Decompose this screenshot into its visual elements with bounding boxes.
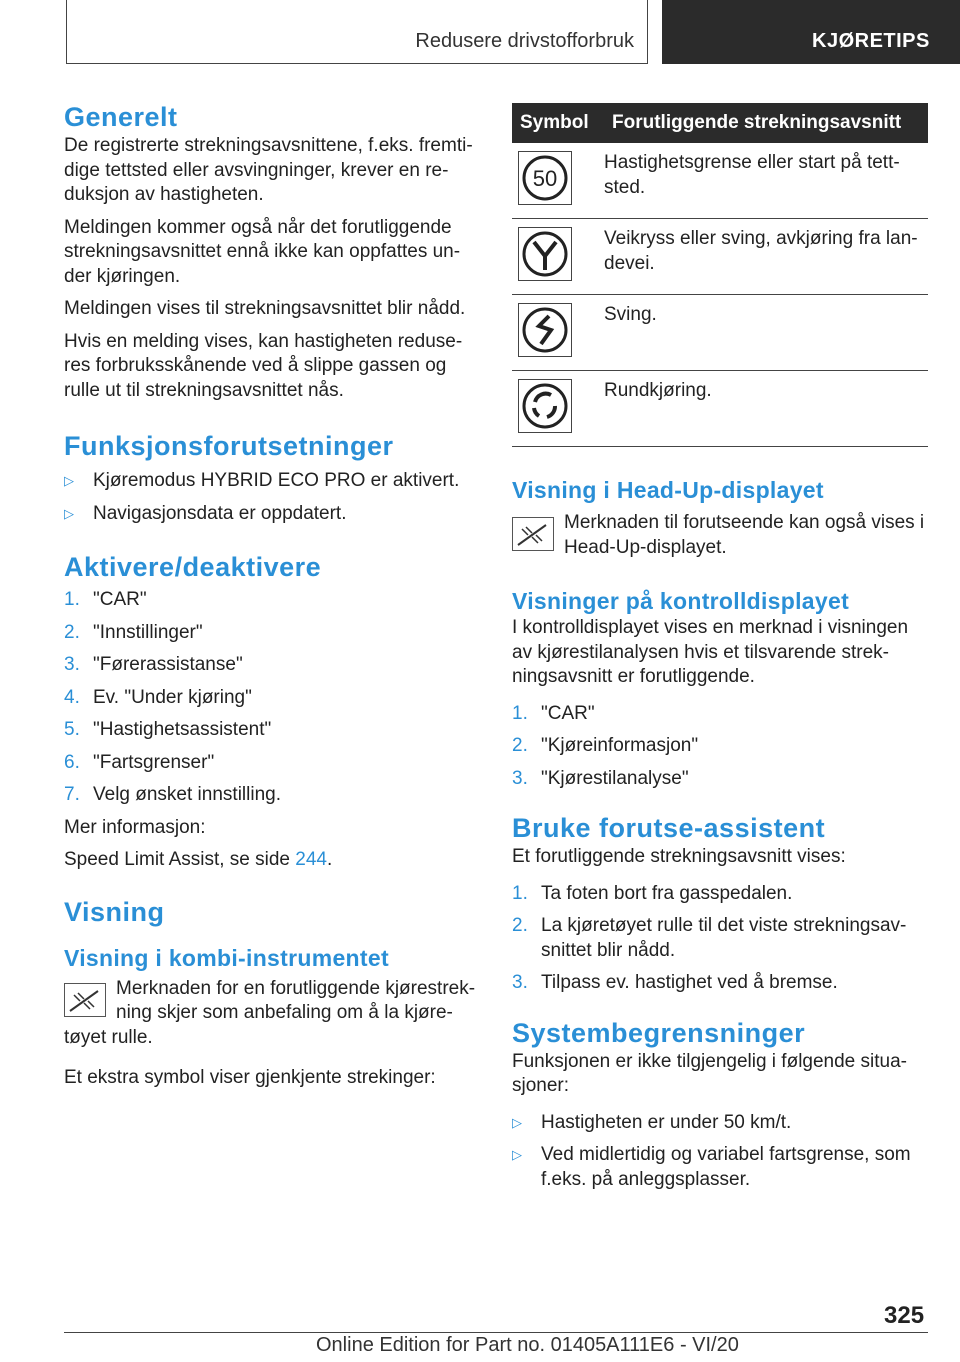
curve-icon — [518, 303, 572, 357]
paragraph: Et ekstra symbol viser gjenkjente strekinger: — [64, 1067, 436, 1088]
paragraph: Funksjonen er ikke tilgjengelig i følgende situa- sjoner: — [512, 1050, 907, 1096]
list-item: 3. "Førerassistanse" — [64, 654, 243, 675]
table-row: Sving. — [512, 295, 928, 371]
heading-visning: Visning — [64, 896, 165, 927]
left-column — [64, 100, 478, 1091]
cross-reference: Speed Limit Assist, se side 244. — [64, 849, 333, 870]
roundabout-icon — [518, 379, 572, 433]
paragraph: Hvis en melding vises, kan hastigheten reduse- res forbruksskånende ved å slippe gassen og rulle ut til strekningsavsnittet nås. — [64, 330, 463, 401]
junction-icon — [518, 227, 572, 281]
list-item: 1. Ta foten bort fra gasspedalen. — [512, 882, 793, 904]
section-title: Redusere drivstofforbruk — [415, 30, 634, 52]
list-item: 3. Tilpass ev. hastighet ved å bremse. — [512, 972, 838, 993]
right-column — [512, 103, 928, 1192]
chapter-tab[interactable] — [662, 0, 960, 64]
paragraph: I kontrolldisplayet vises en merknad i visningen av kjørestilanalysen hvis et tilsvarende strek- ningsavsnitt er forutliggende. — [512, 617, 909, 687]
table-header-desc: Forutliggende strekningsavsnitt — [604, 103, 928, 143]
heading-systembegrensninger: Systembegrensninger — [512, 1017, 806, 1048]
list-item: ▷ Kjøremodus HYBRID ECO PRO er aktivert. — [64, 470, 460, 491]
note-icon — [64, 983, 106, 1017]
paragraph: Meldingen kommer også når det forutliggende strekningsavsnittet ennå ikke kan oppfattes un- der kjøringen. — [64, 216, 461, 287]
list-item: ▷ Navigasjonsdata er oppdatert. — [64, 502, 347, 524]
heading-generelt: Generelt — [64, 102, 178, 132]
heading-funksjonsforutsetninger: Funksjonsforutsetninger — [64, 431, 394, 461]
svg-text:50: 50 — [532, 166, 558, 191]
list-item: 7. Velg ønsket innstilling. — [64, 784, 281, 805]
list-item: 5. "Hastighetsassistent" — [64, 719, 272, 740]
list-item: 1. "CAR" — [512, 702, 595, 724]
list-item: 4. Ev. "Under kjøring" — [64, 686, 252, 708]
heading-kontrolldisplay: Visninger på kontrolldisplayet — [512, 588, 850, 614]
heading-aktivere: Aktivere/deaktivere — [64, 552, 322, 582]
heading-kombi-instrument: Visning i kombi-instrumentet — [64, 944, 389, 971]
paragraph: tøyet rulle. — [64, 1026, 153, 1048]
chapter-tab-label: KJØRETIPS — [812, 30, 930, 52]
list-item: 1. "CAR" — [64, 589, 147, 610]
list-item: 2. La kjøretøyet rulle til det viste strekningsav- snittet blir nådd. — [512, 915, 907, 961]
table-row: Rundkjøring. — [512, 371, 928, 447]
more-info-label: Mer informasjon: — [64, 816, 206, 838]
speed-limit-50-icon — [518, 151, 572, 205]
list-item: 2. "Kjøreinformasjon" — [512, 735, 699, 756]
list-item: 6. "Fartsgrenser" — [64, 751, 215, 773]
edition-note: Online Edition for Part no. 01405A111E6 - VI/20 — [316, 1334, 739, 1356]
paragraph: Meldingen vises til strekningsavsnittet blir nådd. — [64, 298, 466, 319]
table-row: Veikryss eller sving, avkjøring fra lan- devei. — [512, 219, 928, 295]
heading-hud: Visning i Head-Up-displayet — [512, 477, 824, 503]
list-item: ▷ Hastigheten er under 50 km/t. — [512, 1111, 792, 1133]
list-item: ▷ Ved midlertidig og variabel fartsgrense, som f.eks. på anleggsplasser. — [512, 1144, 911, 1190]
table-row: 50 Hastighetsgrense eller start på tett- sted. — [512, 143, 928, 219]
page-number: 325 — [884, 1302, 925, 1329]
paragraph: Et forutliggende strekningsavsnitt vises: — [512, 846, 846, 867]
list-item: 2. "Innstillinger" — [64, 621, 203, 643]
table-header-symbol: Symbol — [512, 103, 604, 143]
heading-bruke: Bruke forutse-assistent — [512, 813, 826, 843]
paragraph: De registrerte strekningsavsnittene, f.eks. fremti- dige tettsted eller avsvingninger, krever en re- duksjon av hastigheten. — [64, 135, 473, 205]
note-block: Merknaden for en forutliggende kjørestrek- ning skjer som anbefaling om å la kjøre- — [64, 977, 478, 1026]
footer-divider — [64, 1332, 928, 1333]
note-icon — [512, 517, 554, 551]
note-block: Merknaden til forutseende kan også vises i Head-Up-displayet. — [512, 511, 928, 560]
page-link[interactable]: 244 — [295, 849, 327, 870]
list-item: 3. "Kjørestilanalyse" — [512, 767, 689, 789]
symbol-table — [512, 103, 928, 447]
